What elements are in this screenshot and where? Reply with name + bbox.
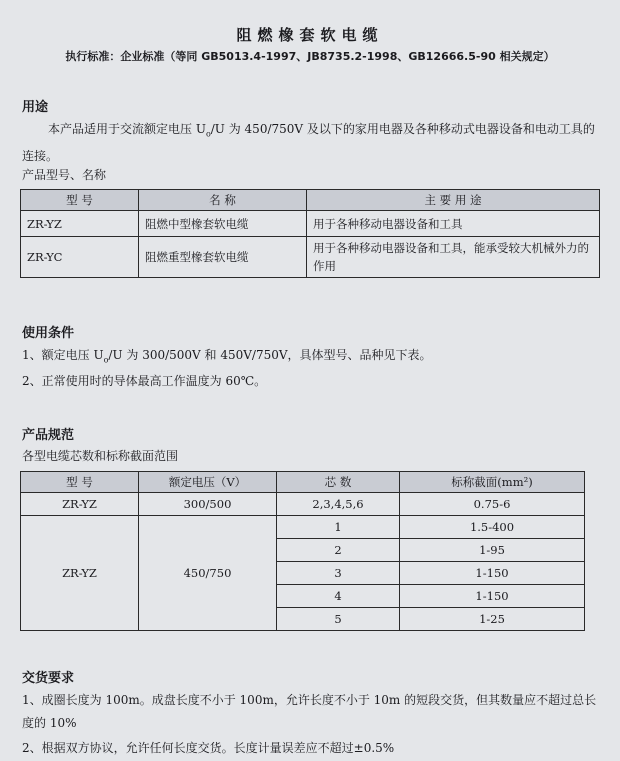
header-voltage: 额定电压（V） xyxy=(139,472,277,493)
header-name: 名 称 xyxy=(139,190,307,211)
cell-cores: 1 xyxy=(277,516,400,539)
table-header-row xyxy=(21,472,585,493)
conditions-heading: 使用条件 xyxy=(22,326,75,341)
cell-purpose: 用于各种移动电器设备和工具 xyxy=(307,211,600,237)
cell-cores: 2,3,4,5,6 xyxy=(277,493,400,516)
conditions-item-2: 2、正常使用时的导体最高工作温度为 60℃。 xyxy=(22,374,267,388)
spec-table xyxy=(20,471,585,631)
cell-cores: 2 xyxy=(277,539,400,562)
table-row xyxy=(21,237,600,278)
cell-model: ZR-YZ xyxy=(21,211,139,237)
cell-cores: 4 xyxy=(277,585,400,608)
table-row xyxy=(21,211,600,237)
table-header-row xyxy=(21,190,600,211)
header-model: 型 号 xyxy=(21,472,139,493)
cell-cores: 5 xyxy=(277,608,400,631)
types-table xyxy=(20,189,600,278)
cell-section: 1-150 xyxy=(400,562,585,585)
header-purpose: 主 要 用 途 xyxy=(307,190,600,211)
table-row xyxy=(21,493,585,516)
delivery-item-2: 2、根据双方协议，允许任何长度交货。长度计量误差应不超过±0.5% xyxy=(22,741,395,755)
usage-subscript: o xyxy=(205,129,211,139)
delivery-heading: 交货要求 xyxy=(22,671,75,686)
cell-model: ZR-YZ xyxy=(21,516,139,631)
cell-model: ZR-YZ xyxy=(21,493,139,516)
cell-voltage: 300/500 xyxy=(139,493,277,516)
page-title: 阻燃橡套软电缆 xyxy=(236,26,384,44)
cell-voltage: 450/750 xyxy=(139,516,277,631)
cell-section: 1-95 xyxy=(400,539,585,562)
usage-text-1: 本产品适用于交流额定电压 U xyxy=(48,122,206,136)
conditions-item-1 xyxy=(22,346,432,364)
header-model: 型 号 xyxy=(21,190,139,211)
cell-cores: 3 xyxy=(277,562,400,585)
header-section: 标称截面(mm²) xyxy=(400,472,585,493)
delivery-item-1: 1、成圈长度为 100m。成盘长度不小于 100m，允许长度不小于 10m 的短段交货，但其数量应不超过总长度的 10% xyxy=(22,693,597,730)
cell-model: ZR-YC xyxy=(21,237,139,278)
cell-section: 1-25 xyxy=(400,608,585,631)
cell-name: 阻燃中型橡套软电缆 xyxy=(139,211,307,237)
conditions-item-1-a: 1、额定电压 U xyxy=(22,348,104,362)
cell-section: 0.75-6 xyxy=(400,493,585,516)
conditions-subscript: o xyxy=(103,355,109,365)
cell-purpose: 用于各种移动电器设备和工具，能承受较大机械外力的作用 xyxy=(307,237,600,278)
spec-heading: 产品规范 xyxy=(22,428,75,443)
cell-section: 1-150 xyxy=(400,585,585,608)
header-cores: 芯 数 xyxy=(277,472,400,493)
usage-heading: 用途 xyxy=(22,100,49,115)
standard-line: 执行标准：企业标准（等同 GB5013.4-1997、JB8735.2-1998、GB12666.5-90 相关规定） xyxy=(65,50,555,63)
usage-paragraph xyxy=(22,118,602,168)
table-row xyxy=(21,516,585,539)
usage-text-2: /U 为 450/750V 及以下的家用电器及各种移动式电器设备和电动工具的连接。 xyxy=(22,122,595,164)
conditions-item-1-b: /U 为 300/500V 和 450V/750V，具体型号、品种见下表。 xyxy=(108,348,432,362)
spec-caption: 各型电缆芯数和标称截面范围 xyxy=(22,449,179,463)
types-caption: 产品型号、名称 xyxy=(22,168,107,182)
cell-name: 阻燃重型橡套软电缆 xyxy=(139,237,307,278)
cell-section: 1.5-400 xyxy=(400,516,585,539)
